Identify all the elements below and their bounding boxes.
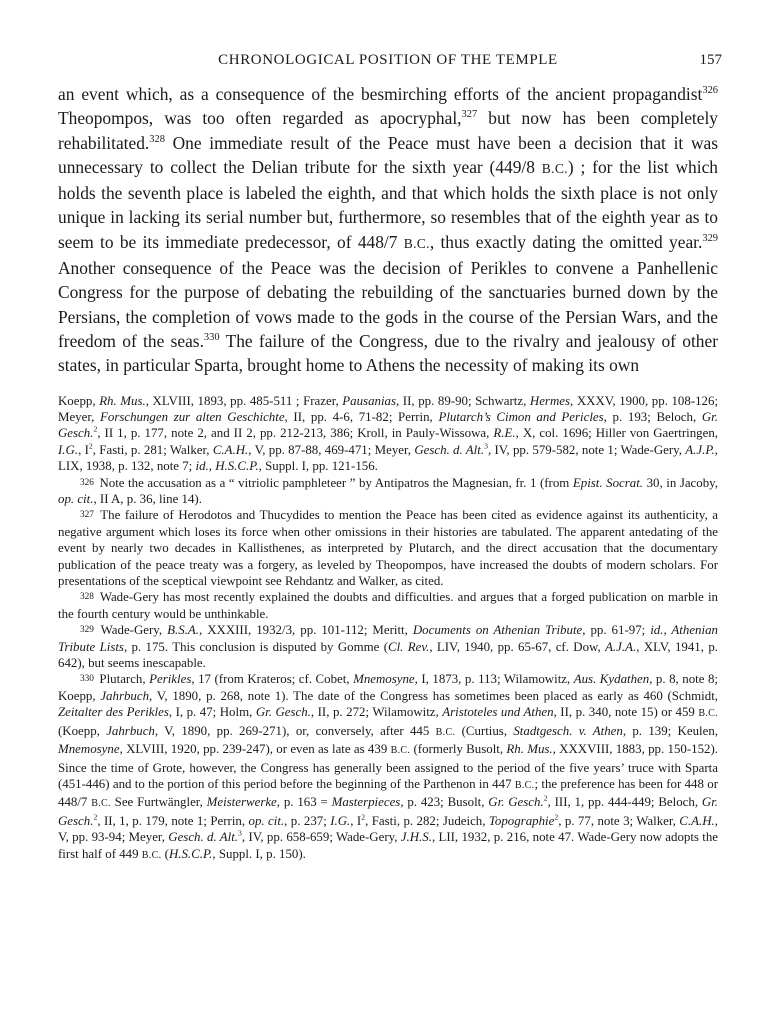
footnote-number: 329 <box>80 625 94 636</box>
citation-title: A.J.P. <box>685 442 715 457</box>
text-span: , LIV, 1940, pp. 65-67, cf. Dow, <box>429 639 606 654</box>
footnote-329 <box>58 622 718 671</box>
text-span: , IV, pp. 658-659; Wade-Gery, <box>241 830 401 845</box>
text-span: , IV, pp. 579-582, note 1; Wade-Gery, <box>487 442 686 457</box>
citation-title: Mnemosyne <box>353 672 415 687</box>
text-span: One immediate result of the Peace must have been a decision that it was unnecessary to collect the Delian tribute for the sixth year (449/8 <box>58 132 718 177</box>
footnote-ref-329[interactable]: 329 <box>702 232 718 244</box>
bc-abbrev: B.C. <box>91 798 111 810</box>
text-span: Another consequence of the Peace was the decision of Perikles to convene a Panhellenic Congress for the purpose of debating the rebuilding of the sanctuaries burned down by the Persians, the completion of vows made to the gods in the course of the Persian Wars, and the freedom of the seas. <box>58 258 718 351</box>
main-text <box>58 82 718 378</box>
text-span: , II A, p. 36, line 14). <box>93 492 202 506</box>
citation-title: Jahrbuch <box>100 688 150 703</box>
text-span: , II 1, p. 177, note 2, and II 2, pp. 212-213, 386; Kroll, in Pauly-Wissowa, <box>97 426 494 441</box>
citation-title: Gr. Gesch. <box>255 705 311 720</box>
edition-superscript: 2 <box>361 812 366 822</box>
text-span: , XLV, 1941, p. 642), but seems inescapable. <box>58 639 718 671</box>
text-span: ( <box>161 846 169 861</box>
citation-title: Aristoteles und Athen <box>442 705 554 720</box>
citation-title: Documents on Athenian Tribute <box>412 623 583 638</box>
citation-title: Epist. Socrat. <box>572 475 644 490</box>
text-span: Theopompos, was too often regarded as apocryphal, <box>58 108 462 129</box>
bc-abbrev: B.C. <box>403 235 430 251</box>
text-span: , II, 1, p. 179, note 1; Perrin, <box>97 813 249 828</box>
running-header <box>58 44 722 70</box>
text-span: ) ; for the list which holds the seventh place is labeled the eighth, and that which holds the sixth place is not only unique in lacking its serial number but, furthermore, so resembles that of the eighth year as to seem to be its immediate predecessor, of 448/7 <box>58 156 718 252</box>
citation-title: Masterpieces <box>331 795 401 810</box>
citation-title: Zeitalter des Perikles <box>58 705 169 720</box>
citation-title: Rh. Mus. <box>99 393 146 408</box>
text-span: , II, pp. 89-90; Schwartz, <box>396 393 530 408</box>
citation-title: Gr. Gesch. <box>58 409 718 441</box>
footnote-ref-326[interactable]: 326 <box>702 85 718 97</box>
footnote-ref-327[interactable]: 327 <box>461 109 478 121</box>
text-span: , Suppl. I, pp. 121-156. <box>258 459 378 474</box>
footnote-number: 330 <box>80 674 94 685</box>
citation-title: op. cit. <box>248 813 285 828</box>
page-number: 157 <box>699 52 722 68</box>
citation-title: R.E. <box>493 426 516 441</box>
text-span: (Curtius, <box>455 723 514 738</box>
citation-title: A.J.A. <box>605 639 637 654</box>
text-span: , Fasti, p. 281; Walker, <box>92 442 213 457</box>
text-span: See Furtwängler, <box>110 795 207 810</box>
citation-title: id., H.S.C.P. <box>195 459 259 474</box>
text-span: , III, 1, pp. 444-449; Beloch, <box>547 795 702 810</box>
citation-title: Cl. Rev. <box>388 639 430 654</box>
text-span: , V, 1890, p. 268, note 1). The date of the Congress has sometimes been placed as early as 460 (Schmidt, <box>149 688 719 703</box>
text-span: , XXXV, 1900, pp. 108-126; Meyer, <box>58 393 719 424</box>
citation-title: Meisterwerke <box>206 795 277 810</box>
edition-superscript: 2 <box>93 425 98 435</box>
text-span: but now has been completely rehabilitated. <box>58 108 718 153</box>
citation-title: Aus. Kydathen <box>573 672 650 687</box>
text-span: , p. 175. This conclusion is disputed by Gomme ( <box>123 639 388 654</box>
text-span: , I, 1873, p. 113; Wilamowitz, <box>414 672 574 687</box>
citation-title: Topographie <box>488 813 555 828</box>
citation-title: Gr. Gesch. <box>58 795 719 828</box>
edition-superscript: 2 <box>93 812 98 822</box>
bc-abbrev: B.C. <box>698 708 718 720</box>
citation-title: Stadtgesch. v. Athen <box>513 723 623 738</box>
citation-title: Hermes <box>529 393 571 408</box>
citation-title: Gesch. d. Alt. <box>168 830 239 845</box>
text-span: , I <box>350 813 362 828</box>
citation-title: C.A.H. <box>679 813 715 828</box>
footnotes <box>58 393 718 864</box>
text-span: , I, p. 47; Holm, <box>168 705 256 720</box>
footnote-ref-330[interactable]: 330 <box>203 332 220 344</box>
text-span: ; the preference has been for 448 or 448/7 <box>58 776 718 810</box>
text-span: , thus exactly dating the omitted year. <box>429 231 703 252</box>
edition-superscript: 2 <box>554 812 559 822</box>
text-span: , I <box>78 442 89 457</box>
edition-superscript: 3 <box>238 828 242 838</box>
citation-title: C.A.H. <box>212 442 249 457</box>
bc-abbrev: B.C. <box>435 726 456 738</box>
citation-title: B.S.A. <box>167 623 199 638</box>
citation-title: op. cit. <box>58 492 94 506</box>
citation-title: J.H.S. <box>400 830 432 845</box>
text-span: , p. 8, note 8; Koepp, <box>58 672 719 703</box>
text-span: (formerly Busolt, <box>410 742 507 757</box>
text-span: , p. 193; Beloch, <box>603 409 702 424</box>
citation-title: Mnemosyne <box>58 742 120 757</box>
text-span: (Koepp, <box>58 723 107 738</box>
bc-abbrev: B.C. <box>514 779 535 791</box>
text-span: The failure of the Congress, due to the rivalry and jealousy of other states, in particular Sparta, brought home to Athens the necessity of making its own <box>58 330 718 376</box>
footnote-328 <box>58 589 718 622</box>
text-span: Plutarch, <box>95 672 150 687</box>
bc-abbrev: B.C. <box>541 160 568 176</box>
edition-superscript: 2 <box>543 794 548 804</box>
edition-superscript: 3 <box>484 441 488 451</box>
text-span: , V, 1890, pp. 269-271), or, conversely, after 445 <box>154 723 436 738</box>
text-span: , p. 237; <box>284 813 331 828</box>
text-span: , Suppl. I, p. 150). <box>212 846 306 861</box>
citation-title: Forschungen zur alten Geschichte <box>100 409 285 424</box>
text-span: , V, pp. 93-94; Meyer, <box>58 813 718 845</box>
text-span: , p. 139; Keulen, <box>622 723 718 738</box>
edition-superscript: 2 <box>88 441 93 451</box>
citation-title: Jahrbuch <box>106 723 155 738</box>
citation-title: Perikles <box>149 672 192 687</box>
text-span: , X, col. 1696; Hiller von Gaertringen, <box>515 426 718 441</box>
footnote-number: 327 <box>80 510 94 521</box>
text-span: , 17 (from Krateros; cf. Cobet, <box>191 672 354 687</box>
text-span: an event which, as a consequence of the besmirching efforts of the ancient propagandist <box>58 84 703 104</box>
page <box>58 44 722 864</box>
footnote-327 <box>58 507 718 589</box>
bc-abbrev: B.C. <box>141 849 162 861</box>
text-span: , V, pp. 87-88, 469-471; Meyer, <box>248 442 415 457</box>
main-paragraph <box>58 82 718 378</box>
citation-title: id., Athenian Tribute Lists <box>58 623 718 654</box>
footnote-number: 326 <box>80 477 94 488</box>
text-span: , XXXVIII, 1883, pp. 150-152). Since the time of Grote, however, the Congress has generally been assigned to the period of the five years’ truce with Sparta (451-446) and to the portion of this period before the beginning of the Parthenon in 447 <box>58 742 718 791</box>
bc-abbrev: B.C. <box>390 745 411 757</box>
text-span: , XLVIII, 1920, pp. 239-247), or even as late as 439 <box>119 742 391 757</box>
citation-title: Rh. Mus. <box>506 742 553 757</box>
text-span: , p. 163 = <box>276 795 332 810</box>
text-span: The failure of Herodotos and Thucydides to mention the Peace has been cited as evidence against its authenticity, a negative argument which loses its force when other omissions in their histories are tabulated. The apparent antedating of the event by nearly two decades in Kallisthenes, as interpreted by Plutarch, and the direct accusation that the documentary publication of the peace treaty was a forgery, as leveled by Theopompos, have increased the doubts of modern scholars. For presentations of the sceptical viewpoint see Rehdantz and Walker, as cited. <box>58 508 718 589</box>
footnote-ref-328[interactable]: 328 <box>149 133 165 145</box>
citation-title: Pausanias <box>342 393 396 408</box>
citation-title: Plutarch’s Cimon and Pericles <box>438 409 604 424</box>
text-span: Note the accusation as a “ vitriolic pamphleteer ” by Antipatros the Magnesian, fr. 1 (from <box>95 475 573 490</box>
text-span: , p. 77, note 3; Walker, <box>558 813 680 828</box>
text-span: , LII, 1932, p. 216, note 47. Wade-Gery now adopts the first half of 449 <box>58 830 718 861</box>
citation-title: Gr. Gesch. <box>488 795 544 810</box>
text-span: 30, in Jacoby, <box>643 475 718 490</box>
footnote-326 <box>58 475 718 508</box>
citation-title: I.G. <box>58 442 79 457</box>
citation-title: I.G. <box>330 813 351 828</box>
running-title: CHRONOLOGICAL POSITION OF THE TEMPLE <box>218 52 558 68</box>
text-span: , II, p. 340, note 15) or 459 <box>553 705 699 720</box>
citation-title: Gesch. d. Alt. <box>414 442 485 457</box>
footnote-330 <box>58 671 718 863</box>
text-span: Koepp, <box>58 393 100 408</box>
text-span: , pp. 61-97; <box>582 623 651 638</box>
text-span: Wade-Gery, <box>95 623 168 638</box>
text-span: , XLVIII, 1893, pp. 485-511 ; Frazer, <box>145 393 343 408</box>
text-span: , II, p. 272; Wilamowitz, <box>310 705 443 720</box>
footnote-325-continued <box>58 393 718 475</box>
text-span: , XXXIII, 1932/3, pp. 101-112; Meritt, <box>199 623 413 638</box>
text-span: , LIX, 1938, p. 132, note 7; <box>58 442 719 474</box>
footnote-number: 328 <box>80 592 94 603</box>
text-span: , p. 423; Busolt, <box>400 795 489 810</box>
text-span: , II, pp. 4-6, 71-82; Perrin, <box>284 409 439 424</box>
text-span: , Fasti, p. 282; Judeich, <box>365 813 489 828</box>
citation-title: H.S.C.P. <box>168 846 213 861</box>
text-span: Wade-Gery has most recently explained the doubts and difficulties. and argues that a forged publication on marble in the fourth century would be unthinkable. <box>58 590 718 621</box>
